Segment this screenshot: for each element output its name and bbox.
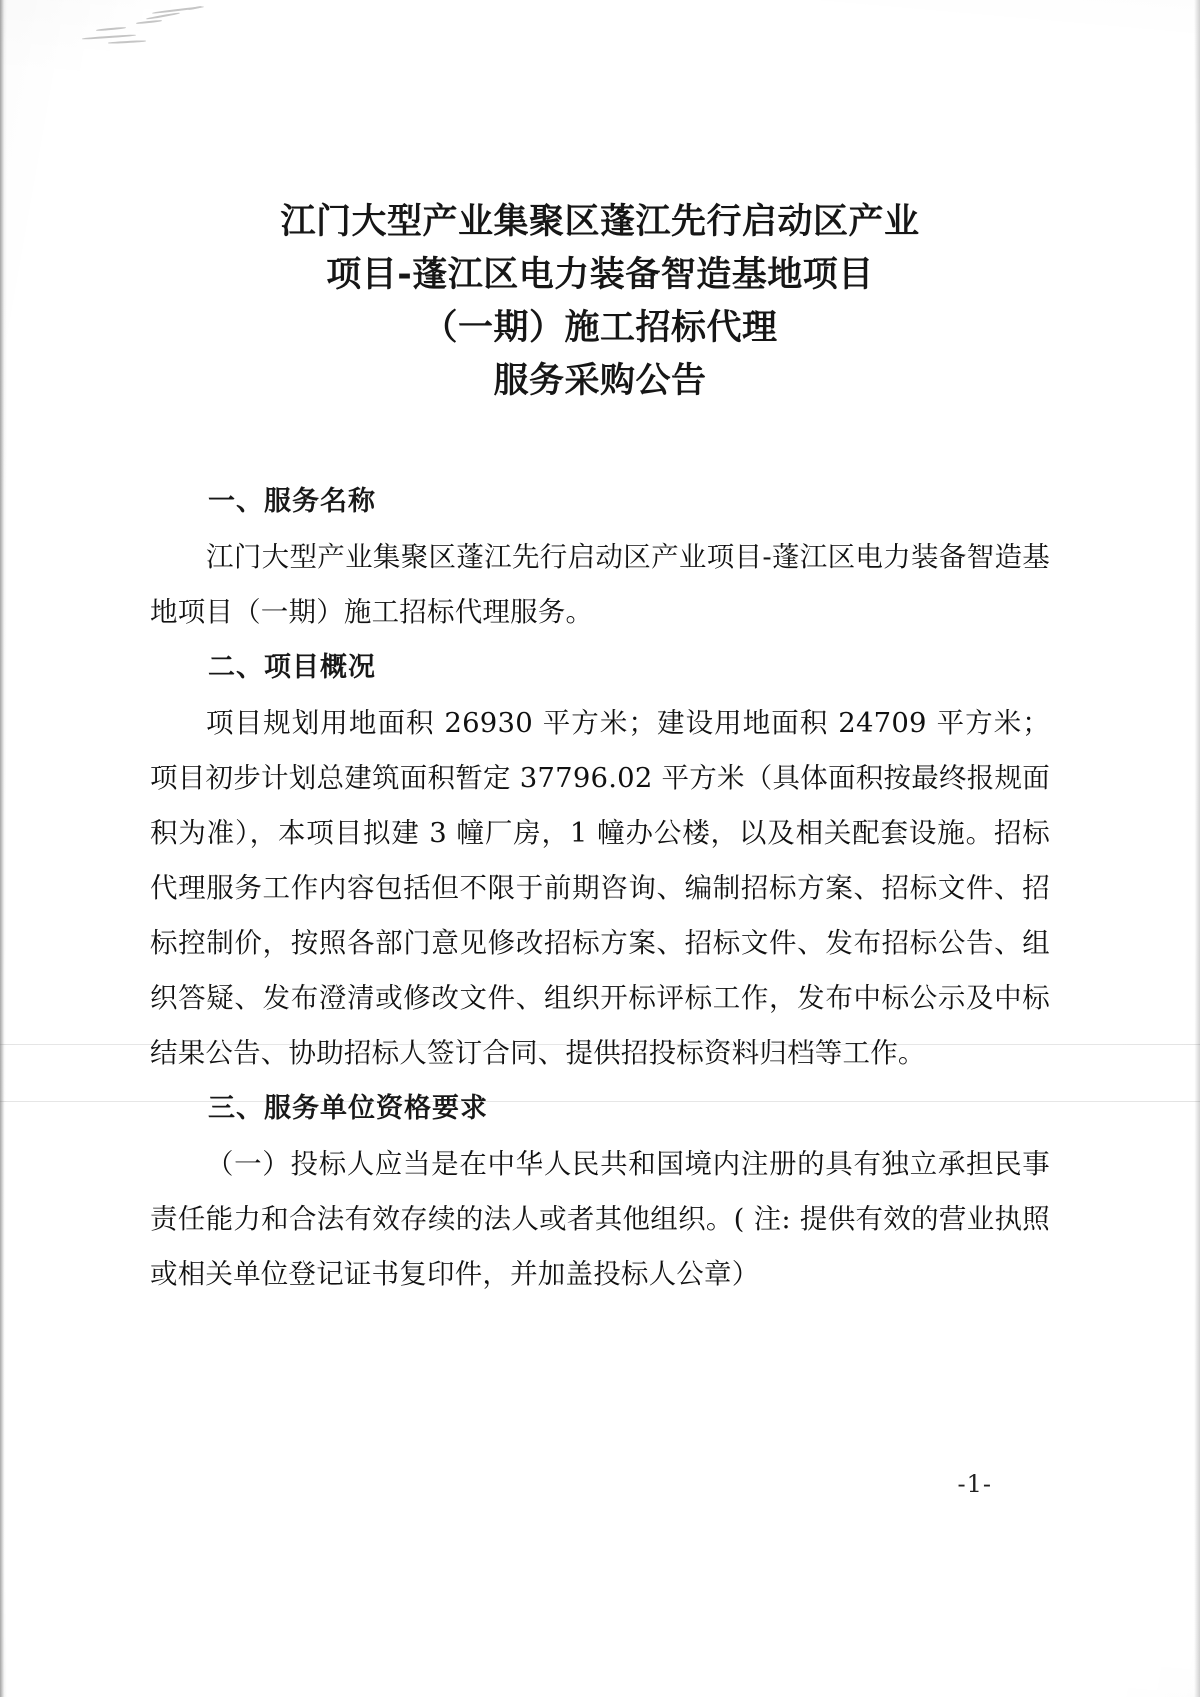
scan-left-edge-artifact: [0, 0, 7, 1697]
document-content: [150, 0, 1050, 1697]
section-paragraph-service-name: 江门大型产业集聚区蓬江先行启动区产业项目-蓬江区电力装备智造基地项目（一期）施工招标代理服务。: [150, 541, 1050, 628]
section-heading-project-overview: 二、项目概况: [208, 652, 376, 683]
section-heading-qualification-requirements: 三、服务单位资格要求: [208, 1093, 488, 1124]
title-line-2: 项目-蓬江区电力装备智造基地项目: [326, 255, 874, 295]
section-paragraph-project-overview: 项目规划用地面积 26930 平方米；建设用地面积 24709 平方米；项目初步计划总建筑面积暂定 37796.02 平方米（具体面积按最终报规面积为准），本项目拟建 3 幢厂房，1 幢办公楼，以及相关配套设施。招标代理服务工作内容包括但不限于前期咨询、编制招标方案、招标文件、招标控制价，按照各部门意见修改招标方案、招标文件、发布招标公告、组织答疑、发布澄清或修改文件、组织开标评标工作，发布中标公示及中标结果公告、协助招标人签订合同、提供招投标资料归档等工作。: [150, 707, 1050, 1069]
section-paragraph-qualification-requirements: （一）投标人应当是在中华人民共和国境内注册的具有独立承担民事责任能力和合法有效存续的法人或者其他组织。( 注: 提供有效的营业执照或相关单位登记证书复印件，并加盖投标人公章）: [150, 1148, 1050, 1290]
title-spacer: [150, 408, 1050, 474]
title-line-1: 江门大型产业集聚区蓬江先行启动区产业: [280, 202, 920, 242]
title-line-3: （一期）施工招标代理: [422, 308, 778, 348]
page-number: -1-: [957, 1470, 992, 1498]
title-line-4: 服务采购公告: [493, 361, 707, 401]
section-heading-service-name: 一、服务名称: [208, 486, 376, 517]
scan-right-edge-artifact: [1194, 0, 1200, 1697]
page-title: [150, 0, 1050, 408]
